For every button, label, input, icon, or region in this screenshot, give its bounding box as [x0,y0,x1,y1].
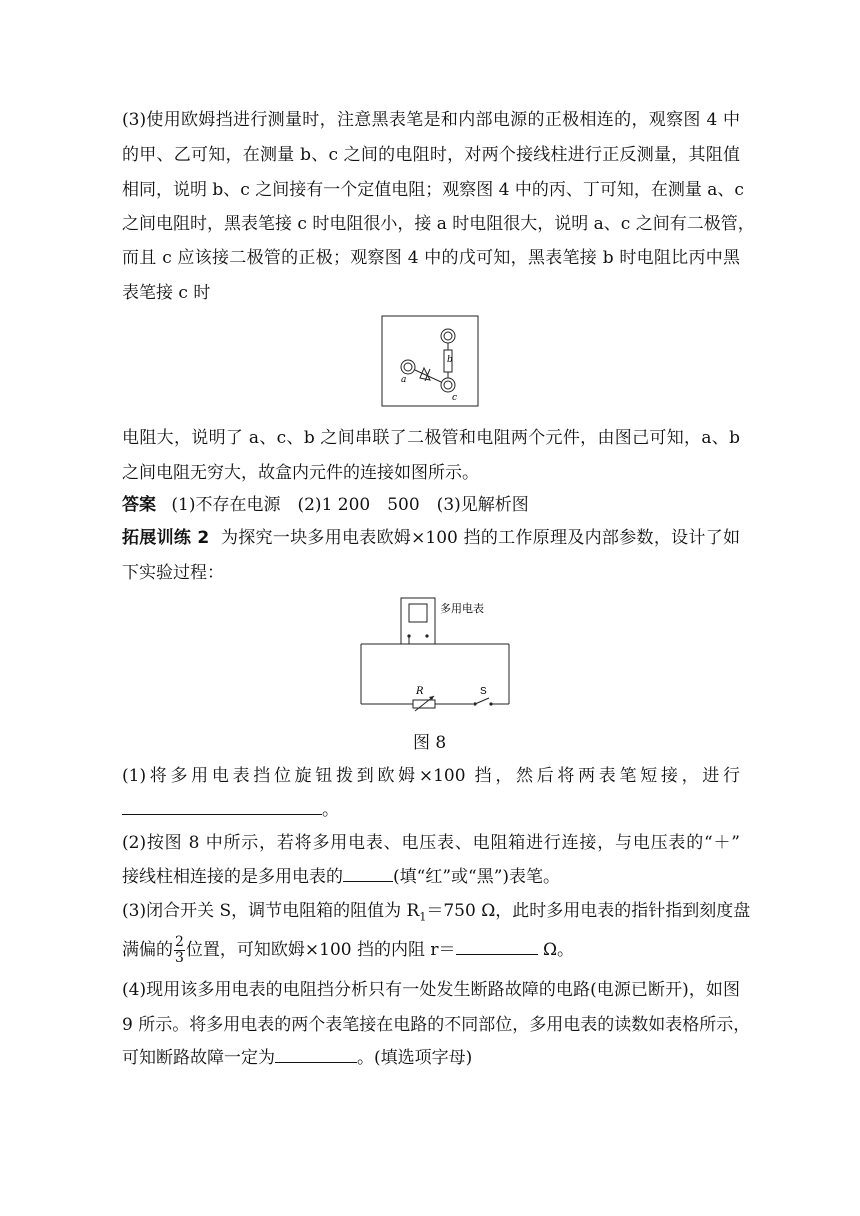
multimeter-label: 多用电表 [440,603,484,615]
question-4-line-2: 9 所示。将多用电表的两个表笔接在电路的不同部位，多用电表的读数如表格所示， [122,1015,751,1035]
answer-text: (1)不存在电源 (2)1 200 500 (3)见解析图 [171,495,529,515]
answer-label: 答案 [122,495,156,515]
text-line: 相同，说明 b、c 之间接有一个定值电阻；观察图 4 中的丙、丁可知，在测量 a、c [122,180,744,200]
label-b: b [447,355,453,365]
resistor-label: R [416,686,424,697]
text-line: 之间电阻时，黑表笔接 c 时电阻很小，接 a 时电阻很大，说明 a、c 之间有二极管， [122,214,755,234]
black-box-circuit-figure [380,314,480,408]
text-line: 而且 c 应该接二极管的正极；观察图 4 中的戊可知，黑表笔接 b 时电阻比丙中黑 [122,248,740,268]
exercise-text: 为探究一块多用电表欧姆×100 挡的工作原理及内部参数，设计了如 [220,528,740,548]
switch-label: S [480,686,487,697]
question-1-line: (1)将多用电表挡位旋钮拨到欧姆×100 挡，然后将两表笔短接，进行 [122,766,740,786]
question-4-line: (4)现用该多用电表的电阻挡分析只有一处发生断路故障的电路(电源已断开)，如图 [122,980,740,1000]
answer-blank[interactable] [456,938,538,955]
exercise-intro-line-2: 下实验过程： [122,563,224,583]
question-1-blank-line: 。 [122,798,339,822]
question-2-line-2: 接线柱相连接的是多用电表的 (填“红”或“黑”)表笔。 [122,867,561,887]
answer-blank[interactable] [122,798,322,815]
figure-8-caption: 图 8 [413,733,447,753]
exercise-label: 拓展训练 2 [122,528,210,548]
question-4-line-3: 可知断路故障一定为 。(填选项字母) [122,1048,473,1068]
question-3-line-2: 满偏的 $\frac{2}{3}$ 位置，可知欧姆×100 挡的内阻 r＝ Ω。 [122,934,575,966]
text-line: (3)使用欧姆挡进行测量时，注意黑表笔是和内部电源的正极相连的，观察图 4 中 [122,110,740,130]
text-line: 表笔接 c 时 [122,283,211,303]
question-2-line: (2)按图 8 中所示，若将多用电表、电压表、电阻箱进行连接，与电压表的“＋” [122,833,740,853]
answer-blank[interactable] [343,865,393,882]
question-3-line: (3)闭合开关 S，调节电阻箱的阻值为 $R_1=750$ Ω，此时多用电表的指针指到刻度盘 [122,901,751,924]
label-c: c [452,393,458,403]
text-line: 的甲、乙可知，在测量 b、c 之间的电阻时，对两个接线柱进行正反测量，其阻值 [122,145,740,165]
answer-line [122,493,529,517]
answer-blank[interactable] [275,1046,357,1063]
exercise-intro-line [122,526,740,550]
text-line: 电阻大，说明了 a、c、b 之间串联了二极管和电阻两个元件，由图己可知，a、b [122,428,740,448]
fraction: $\frac{2}{3}$ [175,934,184,966]
figure-8-circuit [355,592,515,716]
text-line: 之间电阻无穷大，故盒内元件的连接如图所示。 [122,463,479,483]
label-a: a [401,375,407,385]
